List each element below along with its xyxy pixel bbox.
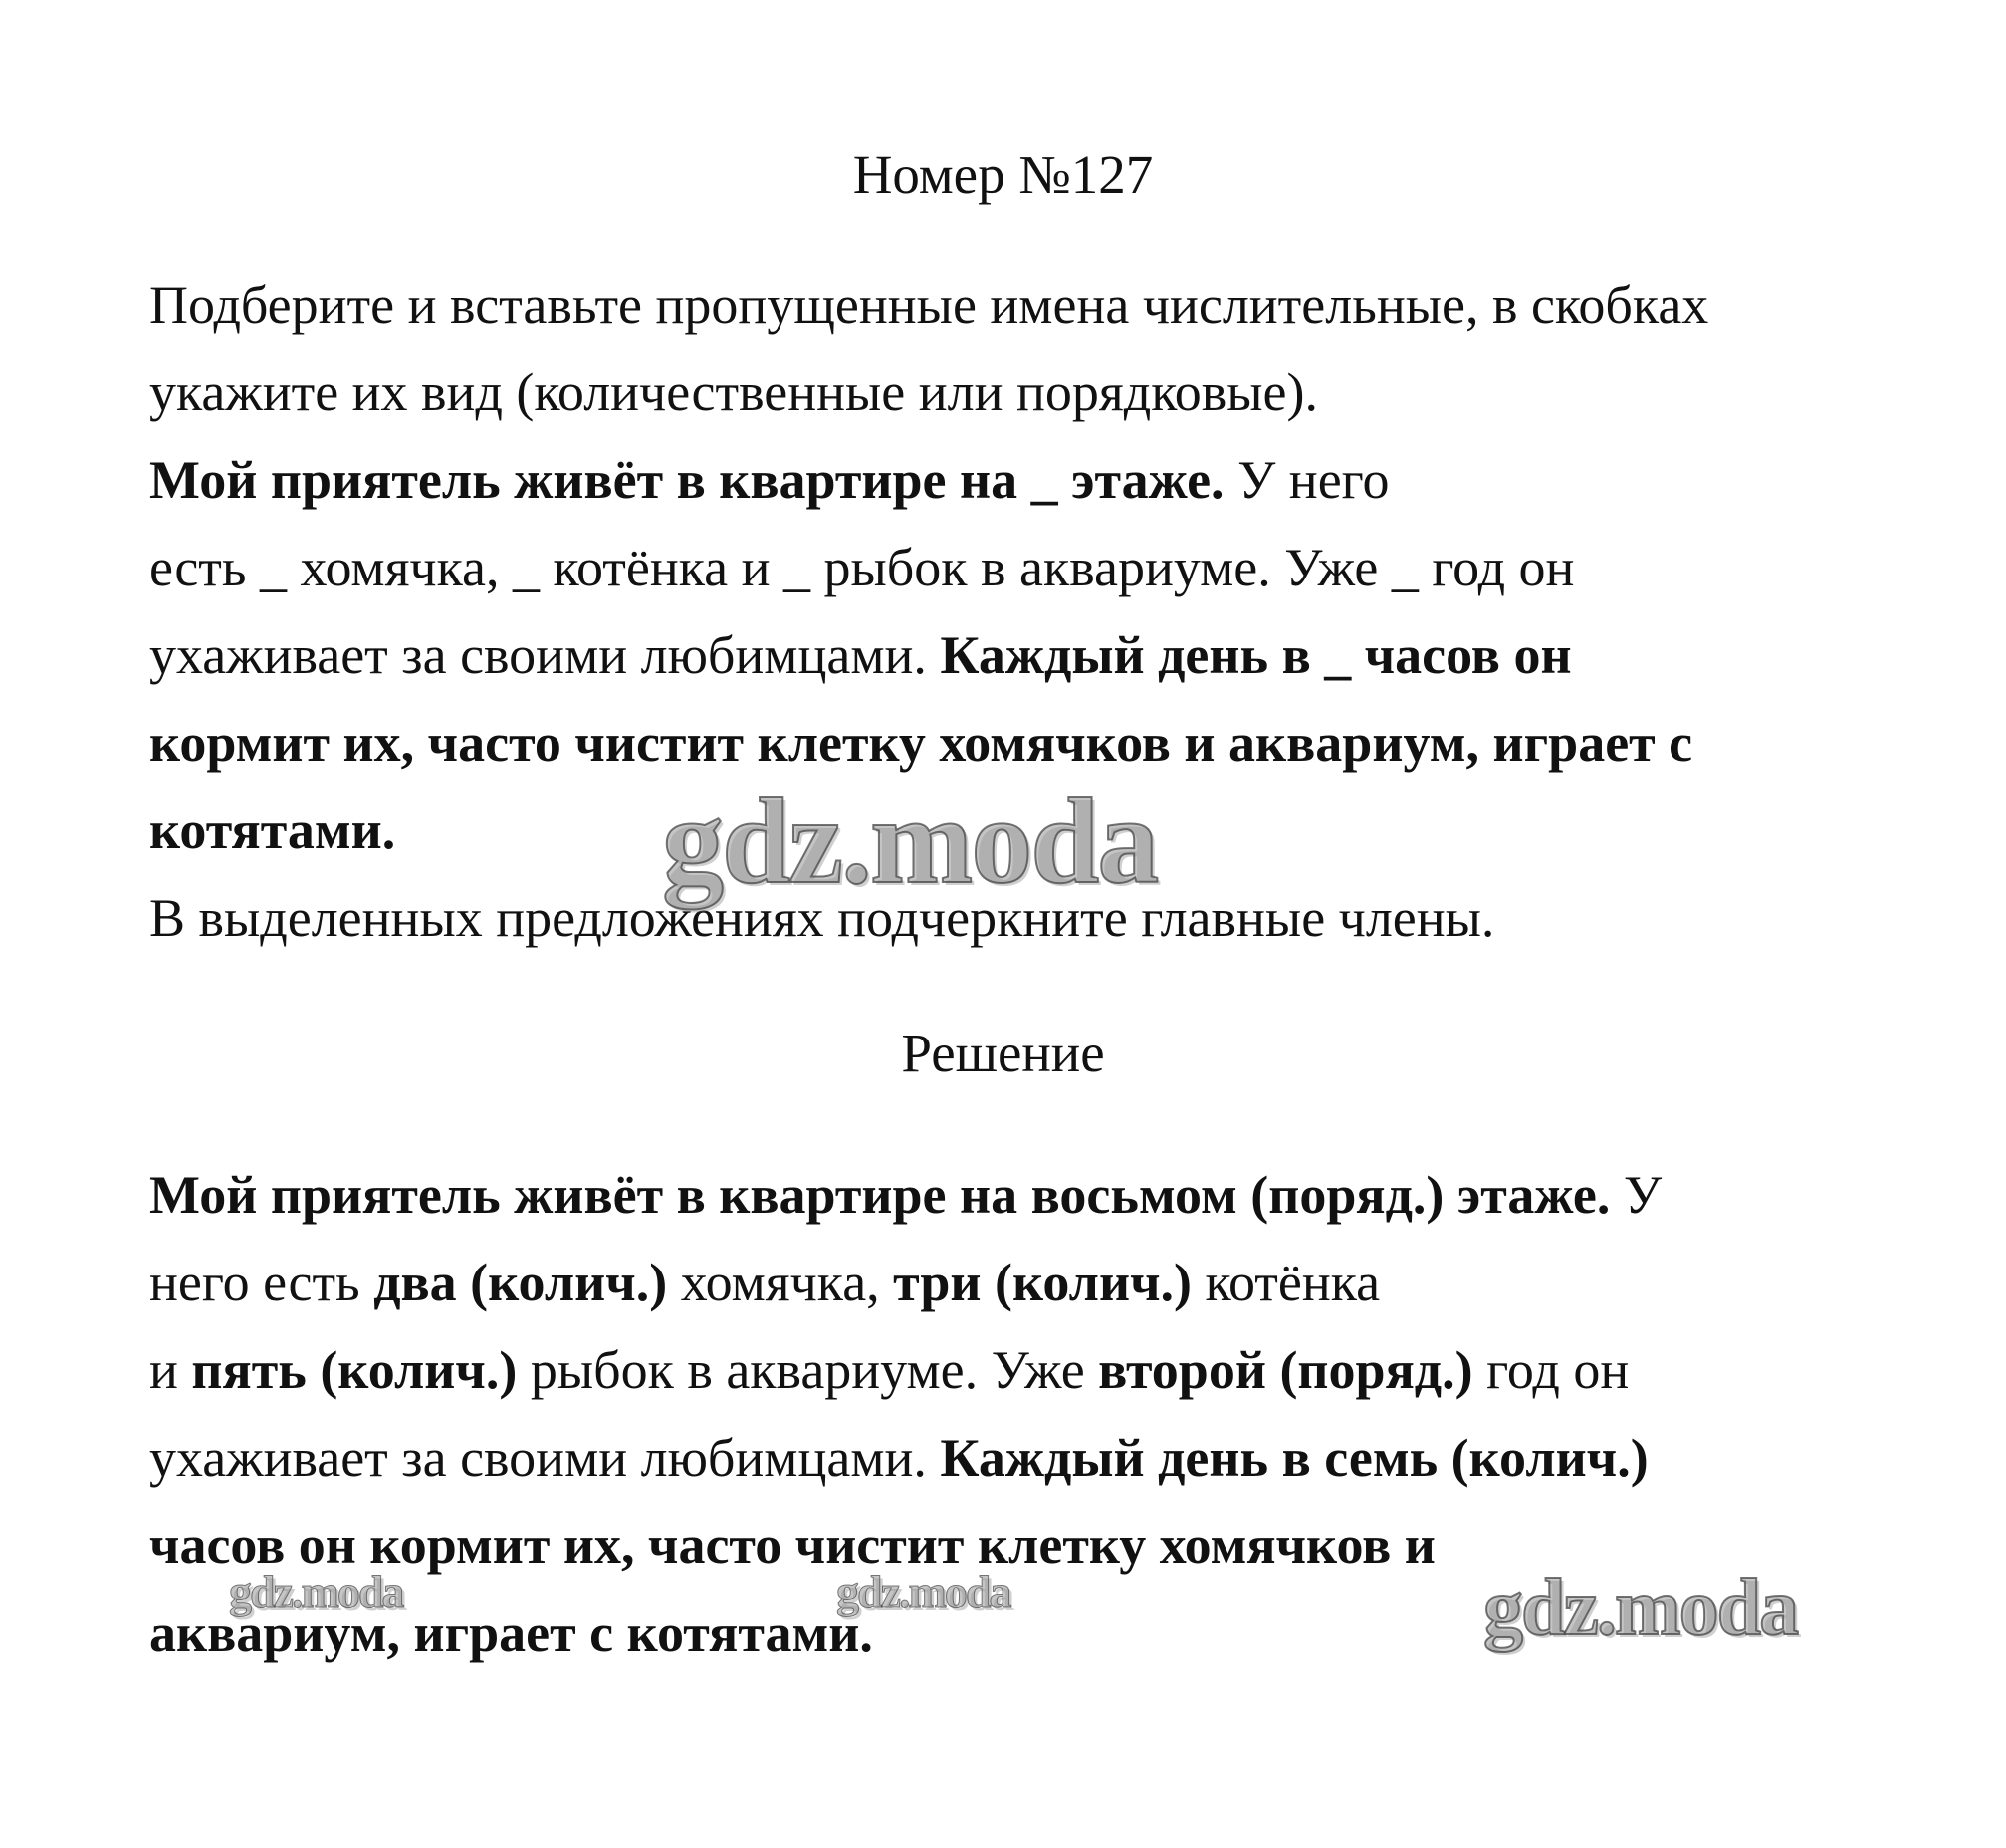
task-text: У него — [1224, 450, 1390, 510]
task-line-5 — [149, 625, 1572, 685]
task-line-3 — [149, 450, 1389, 510]
task-text: Подберите и вставьте пропущенные имена числительные, в скобках — [149, 275, 1709, 335]
solution-answer: второй (поряд.) — [1098, 1340, 1473, 1400]
task-bold-text: Каждый день в _ часов он — [940, 625, 1572, 685]
solution-bold-text: Каждый день в семь (колич.) — [940, 1428, 1649, 1488]
solution-title: Решение — [901, 1023, 1105, 1083]
solution-text: рыбок в аквариуме. Уже — [517, 1340, 1099, 1400]
solution-text: него есть — [149, 1253, 374, 1312]
solution-bold-text: аквариум, играет с котятами. — [149, 1603, 873, 1663]
task-bold-text: Мой приятель живёт в квартире на _ этаже. — [149, 450, 1225, 510]
solution-text: ухаживает за своими любимцами. — [149, 1428, 941, 1488]
solution-text: хомячка, — [667, 1253, 894, 1312]
task-line-4 — [149, 538, 1574, 597]
solution-answer: три (колич.) — [893, 1253, 1193, 1312]
watermark-logo: gdz.moda — [229, 1566, 403, 1617]
solution-answer: пять (колич.) — [191, 1340, 518, 1400]
solution-line-4 — [149, 1428, 1649, 1488]
solution-text: год он — [1472, 1340, 1630, 1400]
task-line-7 — [149, 801, 395, 860]
solution-bold-text: Мой приятель живёт в квартире на восьмом (поряд.) этаже. — [149, 1165, 1611, 1225]
watermark-logo: gdz.moda — [662, 773, 1158, 909]
watermark-logo: gdz.moda — [1483, 1564, 1798, 1652]
task-text: есть _ хомячка, _ котёнка и _ рыбок в аквариуме. Уже _ год он — [149, 538, 1575, 597]
solution-text: У — [1610, 1165, 1663, 1225]
task-line-6 — [149, 713, 1692, 773]
task-instruction-line-2 — [149, 362, 1318, 422]
solution-line-2 — [149, 1253, 1380, 1312]
task-bold-text: котятами. — [149, 801, 396, 860]
solution-text: котёнка — [1192, 1253, 1381, 1312]
task-text: ухаживает за своими любимцами. — [149, 625, 941, 685]
solution-text: и — [149, 1340, 192, 1400]
task-instruction-line-1 — [149, 275, 1708, 335]
watermark-logo: gdz.moda — [836, 1566, 1010, 1617]
solution-line-3 — [149, 1340, 1629, 1400]
task-text: В выделенных предложениях подчеркните главные члены. — [149, 888, 1495, 948]
solution-answer: два (колич.) — [373, 1253, 668, 1312]
task-text: укажите их вид (количественные или порядковые). — [149, 362, 1318, 422]
solution-line-1 — [149, 1165, 1662, 1225]
task-bold-text: кормит их, часто чистит клетку хомячков и аквариум, играет с — [149, 713, 1693, 773]
solution-bold-text: часов он кормит их, часто чистит клетку хомячков и — [149, 1515, 1436, 1575]
task-title: Номер №127 — [852, 144, 1154, 205]
